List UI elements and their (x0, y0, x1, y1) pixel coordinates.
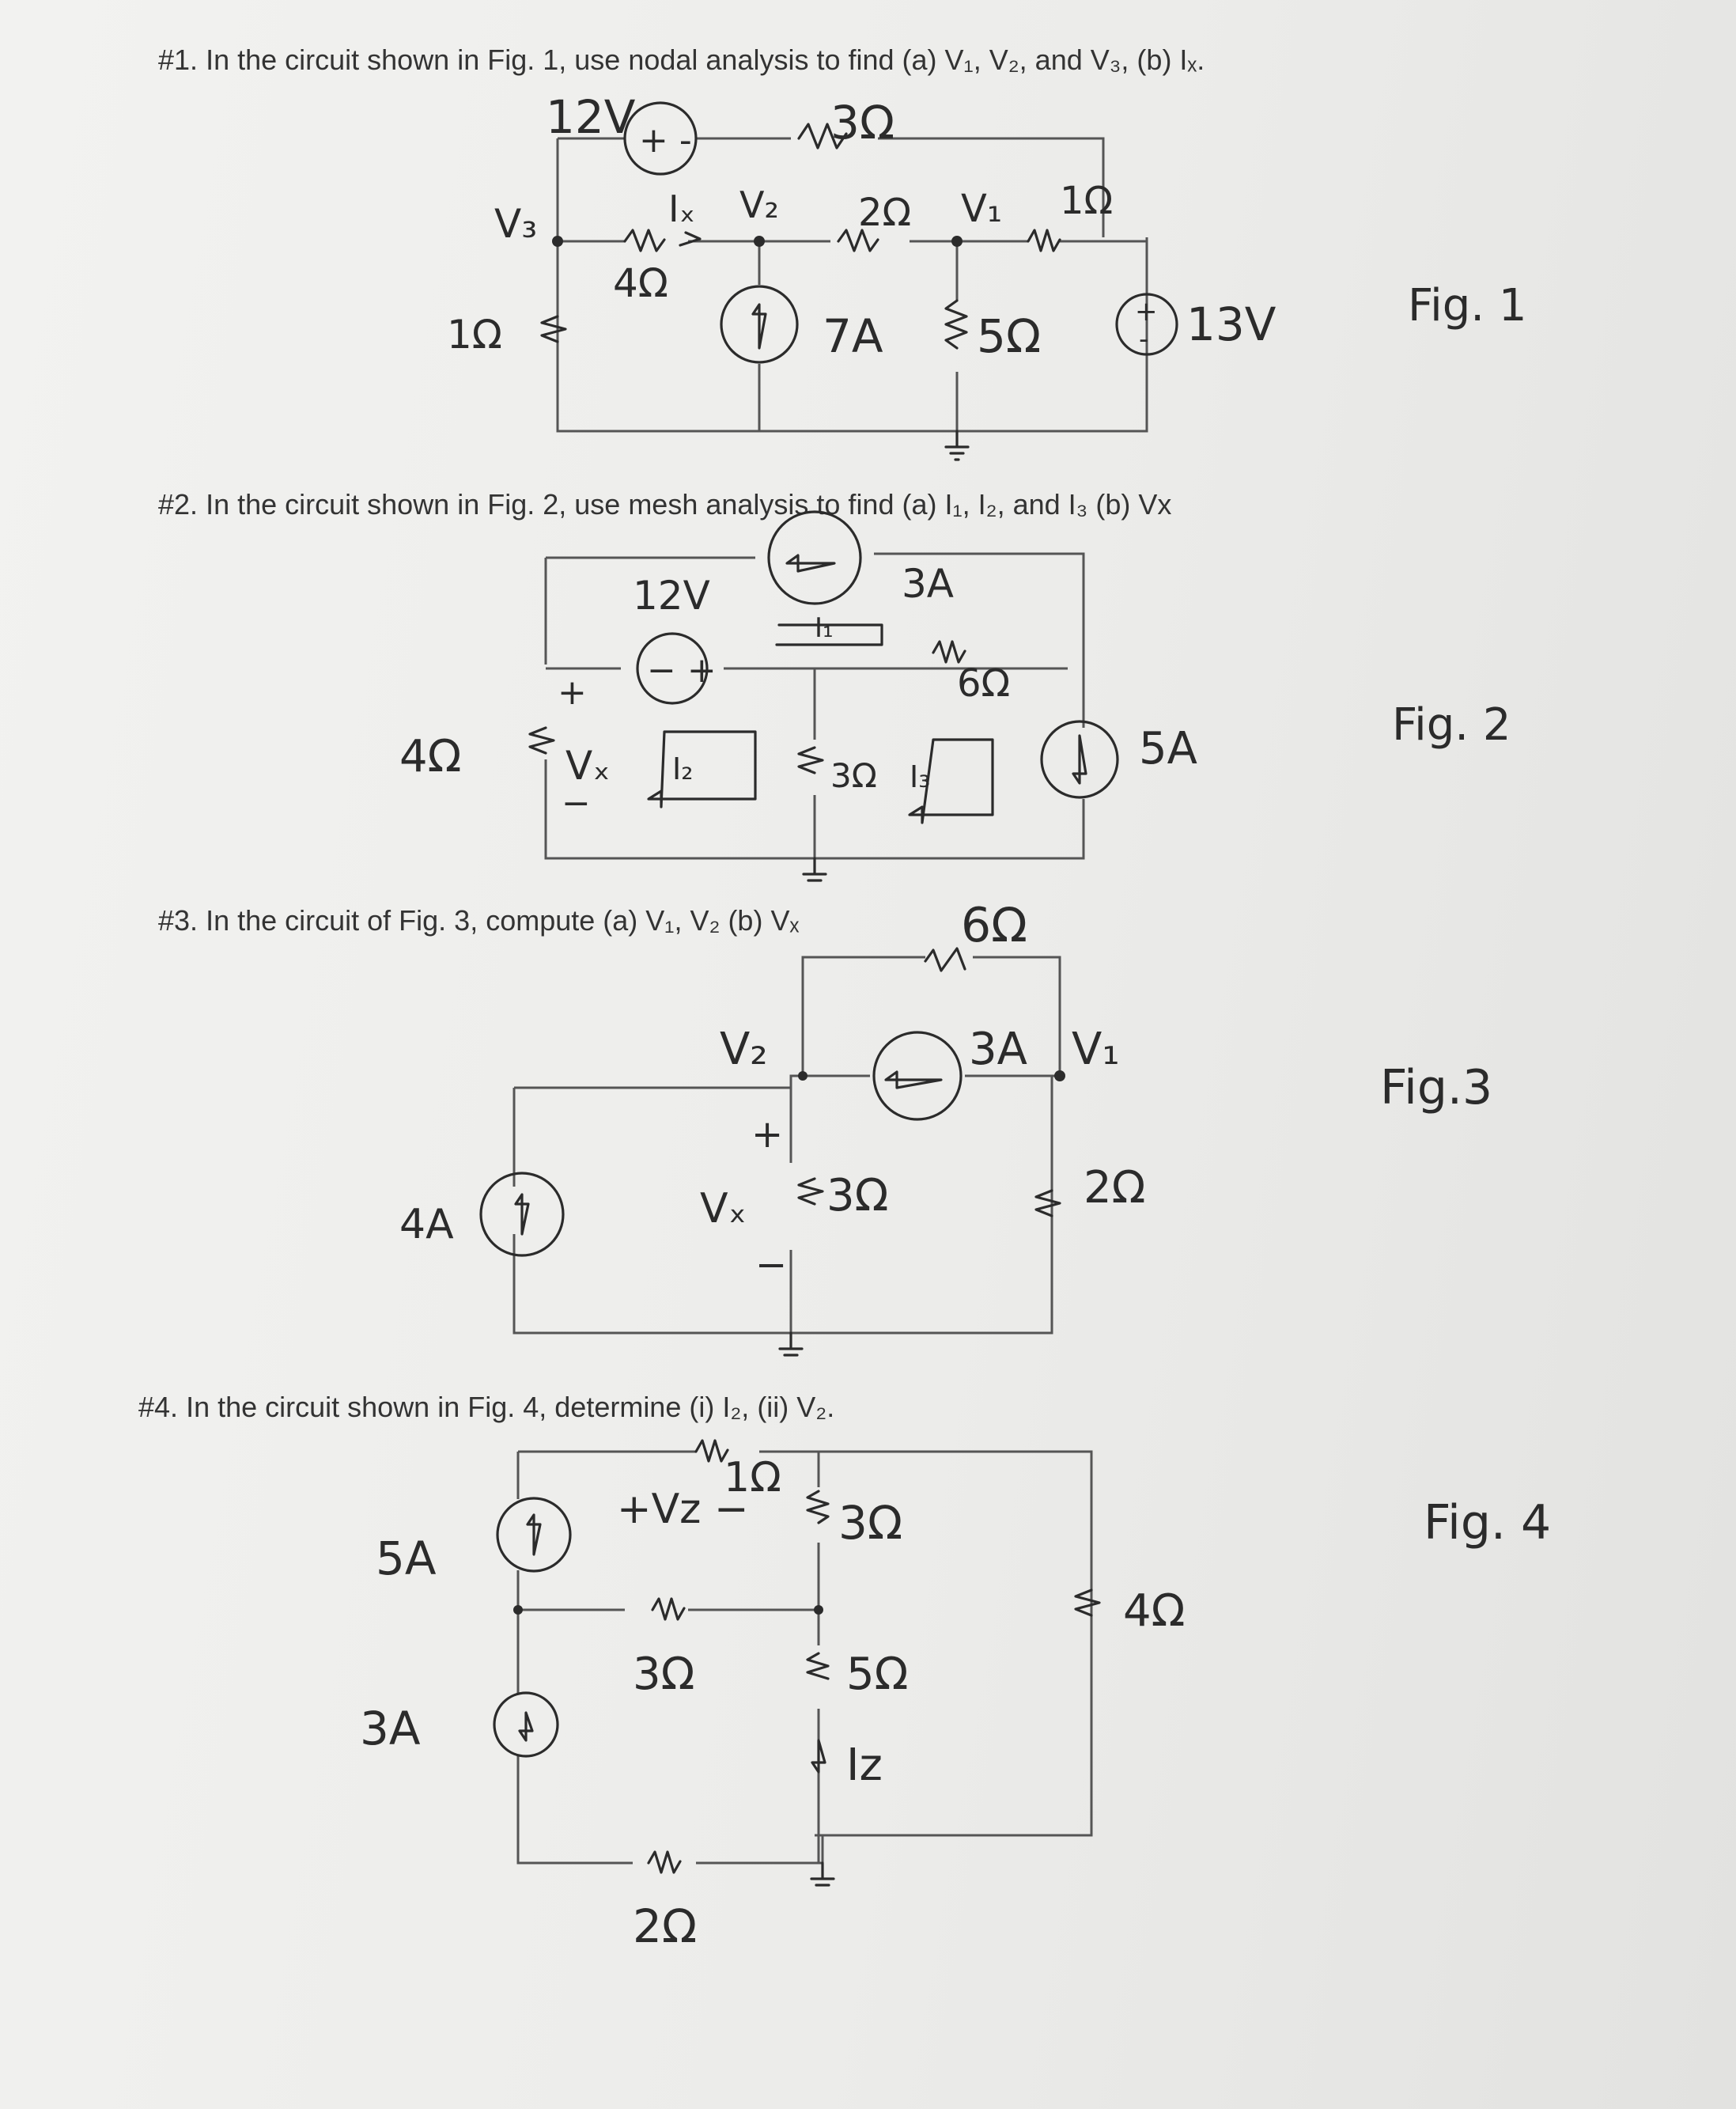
problem-3-number: #3. (158, 904, 199, 937)
problem-1-number: #1. (158, 44, 199, 76)
problem-4-text: In the circuit shown in Fig. 4, determine (i) I₂, (ii) V₂. (186, 1391, 835, 1423)
fig3-label-3a: 3A (969, 1024, 1027, 1075)
problem-1-text: In the circuit shown in Fig. 1, use nodal analysis to find (a) V₁, V₂, and V₃, (b) Iₓ. (206, 44, 1205, 76)
fig3-label-v1: V₁ (1072, 1024, 1120, 1075)
fig3-label-minus: − (755, 1243, 788, 1287)
fig4-label-2ohm: 2Ω (633, 1899, 698, 1953)
fig1-label-1ohm-left: 1Ω (447, 312, 503, 358)
fig3-circuit (399, 898, 1492, 1355)
fig3-label-2ohm: 2Ω (1084, 1162, 1146, 1214)
fig4-label-iz: Iz (846, 1740, 883, 1791)
fig3-caption: Fig.3 (1380, 1060, 1493, 1115)
fig1-label-12v: 12V (546, 90, 636, 144)
fig1-label-v2: V₂ (739, 184, 779, 226)
fig2-circuit (399, 512, 1511, 880)
fig4-label-4ohm: 4Ω (1123, 1585, 1186, 1637)
fig2-label-3a: 3A (902, 561, 955, 607)
fig2-label-3ohm: 3Ω (830, 756, 877, 795)
fig1-label-2ohm: 2Ω (858, 191, 912, 235)
fig1-label-ix: Iₓ (668, 187, 695, 230)
fig1-circuit (447, 90, 1526, 460)
fig2-label-i3: I₃ (910, 759, 931, 794)
fig2-label-6ohm: 6Ω (957, 661, 1011, 706)
fig1-label-v3: V₃ (494, 201, 538, 247)
fig2-caption: Fig. 2 (1392, 699, 1511, 751)
fig2-label-4ohm: 4Ω (399, 731, 462, 782)
fig3-label-6ohm: 6Ω (961, 898, 1028, 953)
fig1-plus-13v: + (1135, 296, 1158, 328)
fig1-caption: Fig. 1 (1408, 280, 1527, 331)
fig4-label-3ohm-mid: 3Ω (633, 1649, 695, 1700)
problem-2-text: In the circuit shown in Fig. 2, use mesh analysis to find (a) I₁, I₂, and I₃ (b) Vx (206, 488, 1172, 521)
fig2-label-5a: 5A (1139, 723, 1197, 774)
fig2-label-vx: Vₓ (565, 743, 611, 789)
fig1-label-7a: 7A (823, 309, 883, 363)
fig3-label-vx: Vₓ (700, 1185, 747, 1232)
fig3-label-v2: V₂ (720, 1024, 768, 1075)
fig3-label-plus: + (751, 1112, 784, 1157)
fig3-label-4a: 4A (399, 1201, 454, 1248)
fig3-label-3ohm: 3Ω (826, 1170, 889, 1221)
fig4-label-vz: +Vz − (617, 1486, 749, 1533)
fig4-label-5ohm: 5Ω (846, 1649, 909, 1700)
fig4-circuit (360, 1441, 1551, 1953)
fig4-caption: Fig. 4 (1424, 1495, 1552, 1551)
problem-2-number: #2. (158, 488, 199, 521)
fig4-label-3ohm-top: 3Ω (838, 1496, 903, 1550)
fig2-label-12v: 12V (633, 573, 710, 619)
fig2-src-signs: − + (647, 650, 717, 691)
fig2-label-i2: I₂ (672, 752, 694, 786)
fig2-label-minus: − (562, 783, 591, 824)
fig1-label-13v: 13V (1186, 297, 1276, 351)
fig1-label-1ohm-top: 1Ω (1060, 179, 1114, 223)
fig2-label-i1: I₁ (815, 612, 834, 644)
fig1-label-4ohm: 4Ω (613, 260, 669, 306)
fig4-label-1ohm: 1Ω (724, 1454, 781, 1501)
problem-4-number: #4. (138, 1391, 179, 1423)
fig1-label-3ohm: 3Ω (830, 96, 895, 150)
fig1-plus-sign: + - (639, 120, 692, 161)
fig1-label-v1: V₁ (961, 187, 1003, 231)
fig1-label-5ohm: 5Ω (977, 309, 1042, 363)
fig4-label-3a: 3A (360, 1702, 421, 1755)
problem-3-text: In the circuit of Fig. 3, compute (a) V₁, V₂ (b) Vₓ (206, 904, 800, 937)
fig2-label-plus: + (558, 672, 587, 713)
fig4-label-5a: 5A (376, 1532, 437, 1585)
fig1-minus-13v: - (1139, 324, 1149, 355)
